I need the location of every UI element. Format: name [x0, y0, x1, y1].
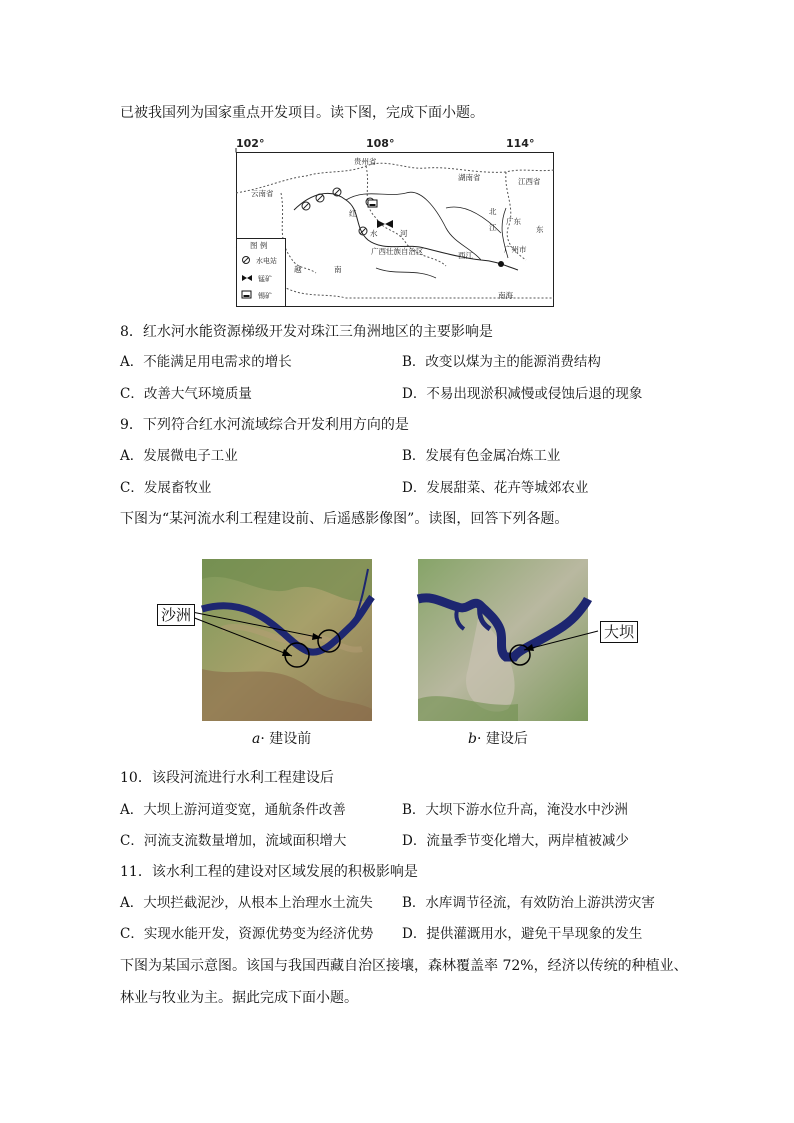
q10-option-d[interactable]: D．流量季节变化增大，两岸植被减少: [402, 833, 629, 849]
lon-label-108: 108°: [366, 137, 395, 150]
q11-option-d[interactable]: D．提供灌溉用水，避免干旱现象的发生: [402, 926, 643, 942]
caption-b-text: · 建设后: [476, 731, 528, 747]
satellite-image-after: [418, 559, 588, 721]
q9-option-c[interactable]: C．发展畜牧业: [120, 480, 212, 496]
q10-option-a[interactable]: A．大坝上游河道变宽，通航条件改善: [120, 802, 346, 818]
label-shazhou: 沙洲: [157, 604, 195, 626]
label-yunnan: 云南省: [251, 189, 274, 198]
q9-option-d[interactable]: D．发展甜菜、花卉等城郊农业: [402, 480, 589, 496]
label-jiangxi: 江西省: [518, 177, 541, 186]
satellite-image-before: [202, 559, 372, 721]
lon-label-102: 102°: [236, 137, 265, 150]
q11-option-c[interactable]: C．实现水能开发，资源优势变为经济优势: [120, 926, 374, 942]
legend-tin: 锡矿: [258, 292, 272, 300]
q8-option-b[interactable]: B．改变以煤为主的能源消费结构: [402, 354, 601, 370]
q8-stem: 8．红水河水能资源梯级开发对珠江三角洲地区的主要影响是: [120, 324, 493, 340]
label-nan: 南: [334, 265, 342, 274]
q10-stem: 10．该段河流进行水利工程建设后: [120, 770, 334, 786]
q10-option-c[interactable]: C．河流支流数量增加，流域面积增大: [120, 833, 347, 849]
lon-label-114: 114°: [506, 137, 535, 150]
caption-b-letter: b: [468, 731, 477, 747]
q11-option-a[interactable]: A．大坝拦截泥沙，从根本上治理水土流失: [120, 895, 373, 911]
caption-a-letter: a: [252, 731, 261, 747]
label-guangzhou: 广州市: [504, 245, 527, 254]
q9-option-b[interactable]: B．发展有色金属冶炼工业: [402, 448, 561, 464]
label-guangdong: 广东: [506, 217, 521, 226]
q11-option-b[interactable]: B．水库调节径流，有效防治上游洪涝灾害: [402, 895, 655, 911]
label-jiang: 江: [489, 223, 497, 232]
label-dong: 东: [536, 225, 544, 234]
guangzhou-dot: [498, 261, 504, 267]
intro3-line1: 下图为某国示意图。该国与我国西藏自治区接壤，森林覆盖率 72%，经济以传统的种植业、: [120, 958, 688, 974]
label-yue: 越: [294, 265, 302, 274]
label-shui: 水: [370, 229, 378, 238]
label-xijiang: 西江: [458, 251, 473, 260]
intro2-text: 下图为“某河流水利工程建设前、后遥感影像图”。读图，回答下列各题。: [120, 511, 569, 527]
legend-title: 图 例: [250, 241, 268, 250]
label-hunan: 湖南省: [458, 173, 481, 182]
legend-manganese: 锰矿: [258, 275, 272, 283]
label-nanhai: 南海: [498, 291, 513, 300]
legend-hydro: 水电站: [256, 257, 277, 265]
q9-stem: 9．下列符合红水河流域综合开发利用方向的是: [120, 417, 409, 433]
label-he: 河: [400, 229, 408, 238]
label-guizhou: 贵州省: [354, 157, 377, 166]
q10-option-b[interactable]: B．大坝下游水位升高，淹没水中沙洲: [402, 802, 628, 818]
caption-before: [252, 730, 311, 748]
caption-after: [468, 730, 528, 748]
red-river-map: [236, 137, 554, 308]
q11-stem: 11．该水利工程的建设对区域发展的积极影响是: [120, 864, 418, 880]
q8-option-a[interactable]: A．不能满足用电需求的增长: [120, 354, 292, 370]
q8-option-d[interactable]: D．不易出现淤积减慢或侵蚀后退的现象: [402, 386, 643, 402]
q8-option-c[interactable]: C．改善大气环境质量: [120, 386, 252, 402]
intro3-line2: 林业与牧业为主。据此完成下面小题。: [120, 990, 358, 1006]
map-legend: [237, 239, 286, 307]
label-bei: 北: [489, 207, 497, 216]
caption-a-text: · 建设前: [260, 731, 312, 747]
q9-option-a[interactable]: A．发展微电子工业: [120, 448, 238, 464]
label-guangxi: 广西壮族自治区: [371, 247, 424, 256]
intro-text: 已被我国列为国家重点开发项目。读下图，完成下面小题。: [120, 105, 484, 121]
label-daba: 大坝: [600, 621, 638, 643]
label-hong: 红: [349, 209, 357, 218]
